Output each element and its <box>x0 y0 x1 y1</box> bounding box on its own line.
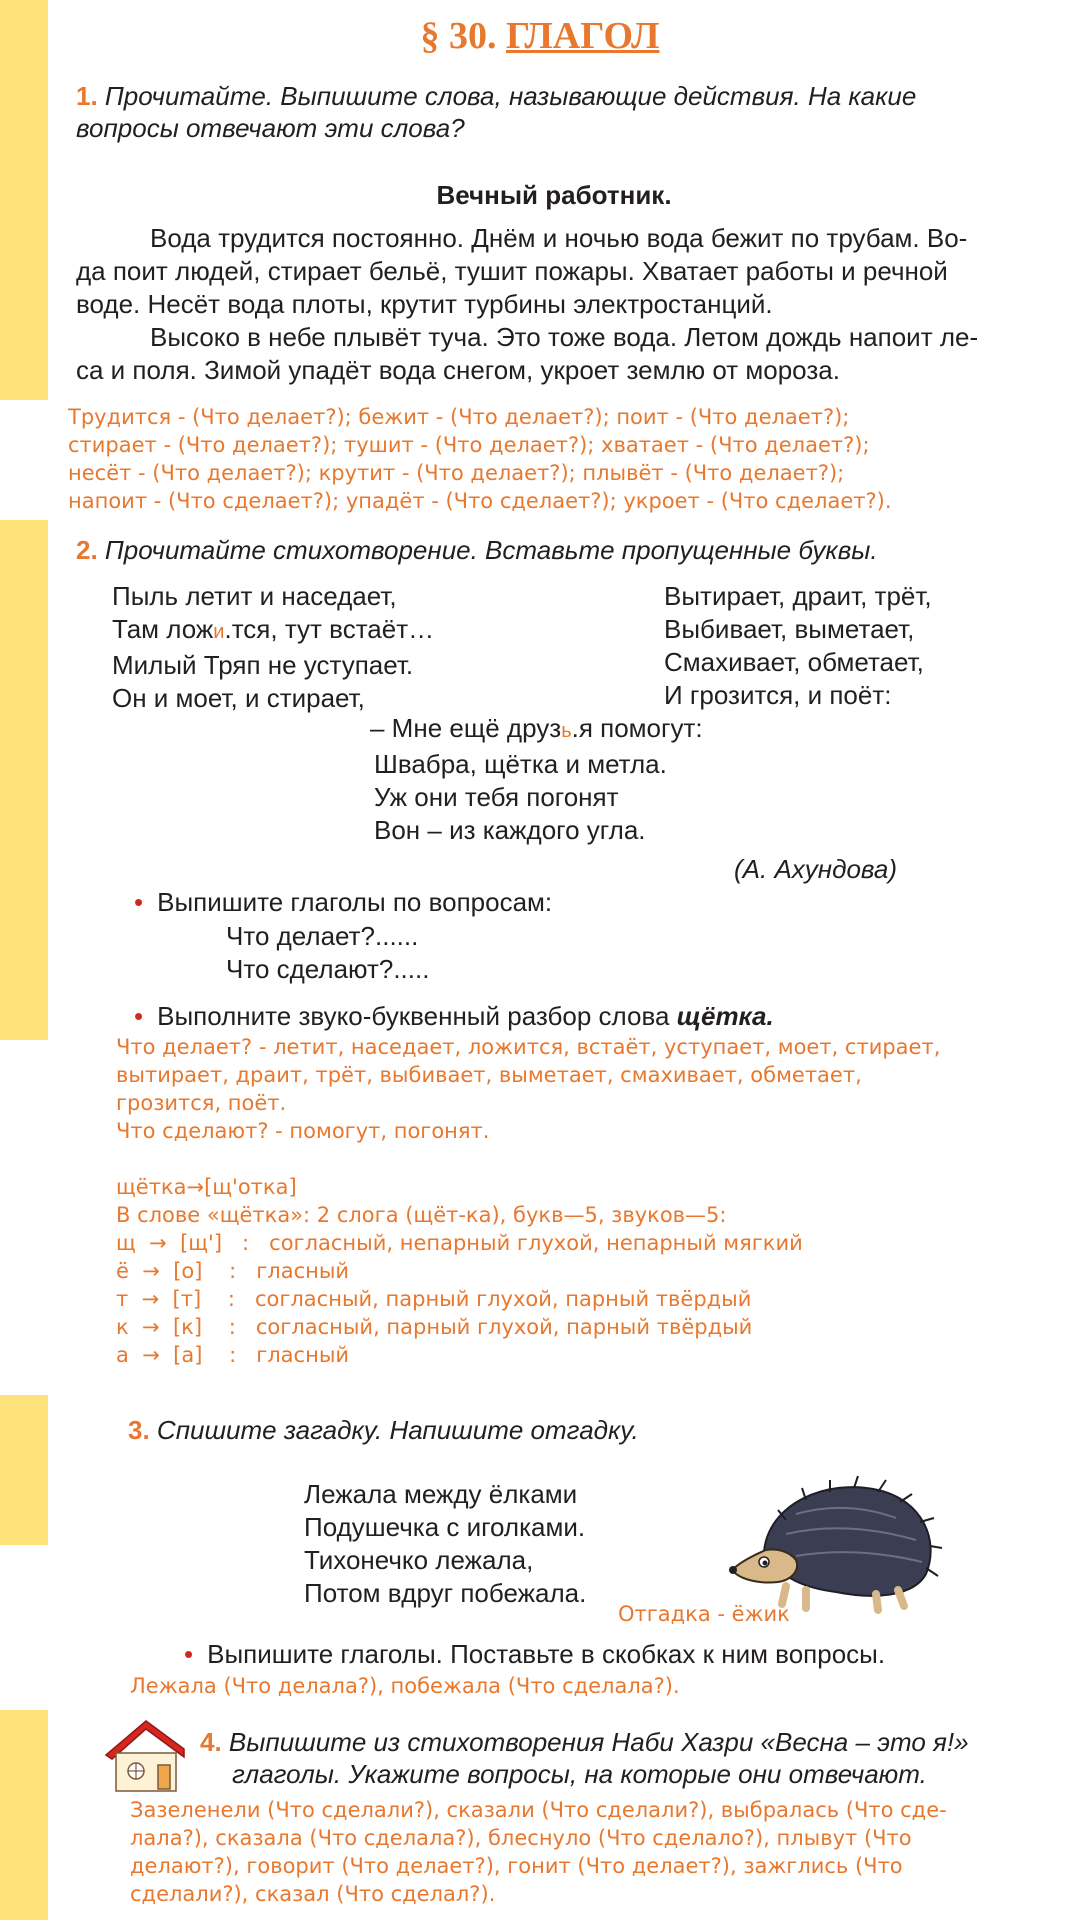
answer-line: грозится, поёт. <box>116 1091 287 1115</box>
answer-line: вытирает, драит, трёт, выбивает, выметает, смахивает, обметает, <box>116 1063 862 1087</box>
answer-line: напоит - (Что сделает?); упадёт - (Что сделает?); укроет - (Что сделает?). <box>68 489 892 513</box>
answer-line: В слове «щётка»: 2 слога (щёт-ка), букв—5, звуков—5: <box>116 1203 727 1227</box>
inserted-letter: и <box>213 621 225 643</box>
question-line: Что сделают?..... <box>226 954 430 984</box>
task4-text-line2: глаголы. Укажите вопросы, на которые они отвечают. <box>232 1759 927 1789</box>
task2-answer <box>116 1033 1066 1369</box>
poem-line: Там ложи.тся, тут встаёт… <box>112 614 435 644</box>
task2-bullet1 <box>134 886 1034 919</box>
task1-text-line1: Прочитайте. Выпишите слова, называющие действия. На какие <box>104 81 917 111</box>
task3-number: 3. <box>128 1415 150 1445</box>
answer-line: ё → [о] : гласный <box>116 1259 350 1283</box>
task3-text: Спишите загадку. Напишите отгадку. <box>156 1415 639 1445</box>
poem-line: Милый Тряп не уступает. <box>112 650 414 680</box>
story-text <box>76 222 1066 387</box>
question-line: Что делает?...... <box>226 921 419 951</box>
answer-line: Трудится - (Что делает?); бежит - (Что делает?); поит - (Что делает?); <box>68 405 850 429</box>
answer-line: а → [а] : гласный <box>116 1343 350 1367</box>
task4-text-line1: Выпишите из стихотворения Наби Хазри «Весна – это я!» <box>228 1727 969 1757</box>
answer-line: к → [к] : согласный, парный глухой, парный твёрдый <box>116 1315 753 1339</box>
story-line: са и поля. Зимой упадёт вода снегом, укроет землю от мороза. <box>76 355 840 385</box>
word-to-analyze: щётка. <box>676 1001 774 1031</box>
task1-answer <box>68 403 1068 515</box>
poem-line: Вон – из каждого угла. <box>374 815 646 845</box>
story-title: Вечный работник. <box>436 180 672 210</box>
riddle-answer: Отгадка - ёжик <box>618 1602 790 1626</box>
bullet-text: Выпишите глаголы. Поставьте в скобках к ним вопросы. <box>207 1639 886 1669</box>
bullet-text: Выпишите глаголы по вопросам: <box>157 887 553 917</box>
answer-line: щётка→[щ'отка] <box>116 1175 297 1199</box>
task2-bullet2 <box>134 1000 1034 1033</box>
poem-line: Он и моет, и стирает, <box>112 683 365 713</box>
answer-line: т → [т] : согласный, парный глухой, парный твёрдый <box>116 1287 752 1311</box>
riddle <box>304 1478 704 1610</box>
section-title: ГЛАГОЛ <box>506 15 660 57</box>
bullet-text: Выполните звуко-буквенный разбор слова <box>157 1001 670 1031</box>
poem-stanza-2 <box>370 712 870 847</box>
task2-number: 2. <box>76 535 98 565</box>
bullet-dot: • <box>184 1639 194 1669</box>
inserted-letter: ь <box>561 720 572 742</box>
task4-instruction <box>200 1726 1070 1790</box>
task3-instruction <box>128 1414 1028 1446</box>
answer-line: Зазеленели (Что сделали?), сказали (Что сделали?), выбралась (Что сде- <box>130 1798 947 1822</box>
page-title <box>0 14 1080 58</box>
poem-line: Уж они тебя погонят <box>374 782 619 812</box>
task2-text: Прочитайте стихотворение. Вставьте пропущенные буквы. <box>104 535 878 565</box>
story-line: Высоко в небе плывёт туча. Это тоже вода. Летом дождь напоит ле- <box>150 322 979 352</box>
riddle-line: Подушечка с иголками. <box>304 1512 586 1542</box>
answer-line: щ → [щ'] : согласный, непарный глухой, непарный мягкий <box>116 1231 803 1255</box>
answer-line: Что сделают? - помогут, погонят. <box>116 1119 490 1143</box>
answer-line: стирает - (Что делает?); тушит - (Что делает?); хватает - (Что делает?); <box>68 433 870 457</box>
answer-line: несёт - (Что делает?); крутит - (Что делает?); плывёт - (Что делает?); <box>68 461 845 485</box>
section-number: § 30. <box>420 15 497 57</box>
task4-answer <box>130 1796 1070 1908</box>
bullet-dot: • <box>134 887 144 917</box>
poem-line: – Мне ещё друзь.я помогут: <box>370 713 703 743</box>
story-line: Вода трудится постоянно. Днём и ночью вода бежит по трубам. Во- <box>150 223 968 253</box>
poem-line: Пыль летит и наседает, <box>112 581 397 611</box>
task2-instruction <box>76 534 1056 566</box>
poem-line: Смахивает, обметает, <box>664 647 924 677</box>
house-icon <box>100 1715 190 1795</box>
answer-line: делают?), говорит (Что делает?), гонит (Что делает?), зажглись (Что <box>130 1854 903 1878</box>
margin-band-lower <box>0 1395 48 1545</box>
task3-bullet <box>184 1638 1064 1671</box>
poem-left-column <box>112 580 612 715</box>
riddle-line: Потом вдруг побежала. <box>304 1578 587 1608</box>
answer-line <box>116 1145 1066 1173</box>
task1-text-line2: вопросы отвечают эти слова? <box>76 113 465 143</box>
poem-right-column <box>664 580 1064 712</box>
task3-answer: Лежала (Что делала?), побежала (Что сделала?). <box>130 1674 680 1698</box>
poem-line: Вытирает, драит, трёт, <box>664 581 932 611</box>
task1-number: 1. <box>76 81 98 111</box>
poem-line: И грозится, и поёт: <box>664 680 892 710</box>
riddle-line: Тихонечко лежала, <box>304 1545 534 1575</box>
poem-line: Швабра, щётка и метла. <box>374 749 667 779</box>
answer-line: сделали?), сказал (Что сделал?). <box>130 1882 496 1906</box>
answer-line: Что делает? - летит, наседает, ложится, встаёт, уступает, моет, стирает, <box>116 1035 941 1059</box>
hedgehog-illustration <box>726 1470 946 1615</box>
bullet-dot: • <box>134 1001 144 1031</box>
riddle-line: Лежала между ёлками <box>304 1479 578 1509</box>
margin-band-bottom <box>0 1710 48 1920</box>
poem-author: (А. Ахундова) <box>734 854 898 884</box>
task1-instruction <box>76 80 1056 144</box>
margin-band-middle <box>0 520 48 1040</box>
poem-line: Выбивает, выметает, <box>664 614 915 644</box>
answer-line: лала?), сказала (Что сделала?), блеснуло (Что сделало?), плывут (Что <box>130 1826 912 1850</box>
story-line: да поит людей, стирает бельё, тушит пожары. Хватает работы и речной <box>76 256 948 286</box>
story-line: воде. Несёт вода плоты, крутит турбины электростанций. <box>76 289 773 319</box>
task4-number: 4. <box>200 1727 222 1757</box>
